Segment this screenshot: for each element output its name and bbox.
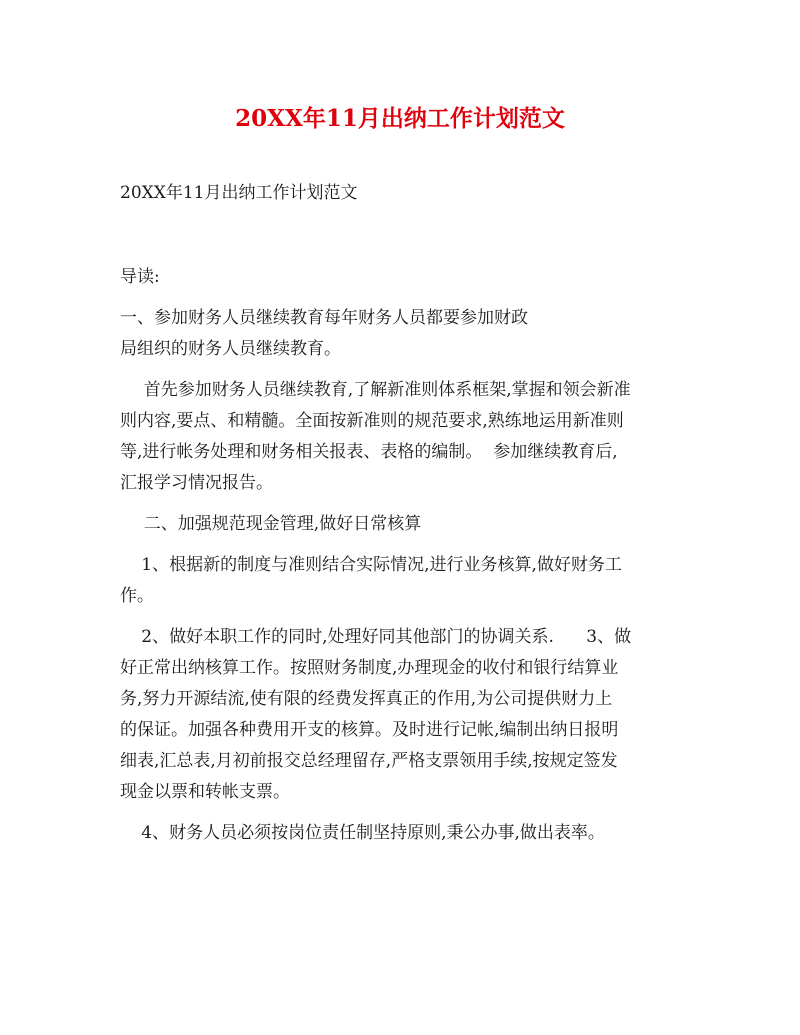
para1-line: 等,进行帐务处理和财务相关报表、表格的编制。 参加继续教育后, — [120, 442, 618, 462]
item2-line: 好正常出纳核算工作。按照财务制度,办理现金的收付和银行结算业 — [120, 658, 619, 678]
intro-label: 导读: — [120, 267, 160, 287]
item2-line: 细表,汇总表,月初前报交总经理留存,严格支票领用手续,按规定签发 — [120, 751, 618, 771]
section2-heading: 二、加强规范现金管理,做好日常核算 — [143, 514, 422, 534]
item2-line: 的保证。加强各种费用开支的核算。及时进行记帐,编制出纳日报明 — [120, 720, 619, 740]
item2-line: 务,努力开源结流,使有限的经费发挥真正的作用,为公司提供财力上 — [120, 689, 613, 709]
document-subtitle: 20XX年11月出纳工作计划范文 — [120, 183, 358, 203]
para1-line: 则内容,要点、和精髓。全面按新准则的规范要求,熟练地运用新准则 — [120, 411, 624, 431]
section1-heading-line2: 局组织的财务人员继续教育。 — [120, 339, 341, 359]
item2-line: 2、做好本职工作的同时,处理好同其他部门的协调关系. 3、做 — [141, 627, 632, 647]
item4-line: 4、财务人员必须按岗位责任制坚持原则,秉公办事,做出表率。 — [141, 823, 605, 843]
document-body — [120, 178, 682, 849]
document-title: 20XX年11月出纳工作计划范文 — [235, 105, 565, 132]
item1-line: 1、根据新的制度与准则结合实际情况,进行业务核算,做好财务工 — [141, 555, 622, 575]
para1-line: 首先参加财务人员继续教育,了解新准则体系框架,掌握和领会新准 — [143, 380, 631, 400]
para1-line: 汇报学习情况报告。 — [120, 473, 273, 493]
item2-line: 现金以票和转帐支票。 — [120, 782, 290, 802]
section1-heading-line1: 一、参加财务人员继续教育每年财务人员都要参加财政 — [120, 308, 528, 328]
item1-line: 作。 — [120, 586, 154, 606]
